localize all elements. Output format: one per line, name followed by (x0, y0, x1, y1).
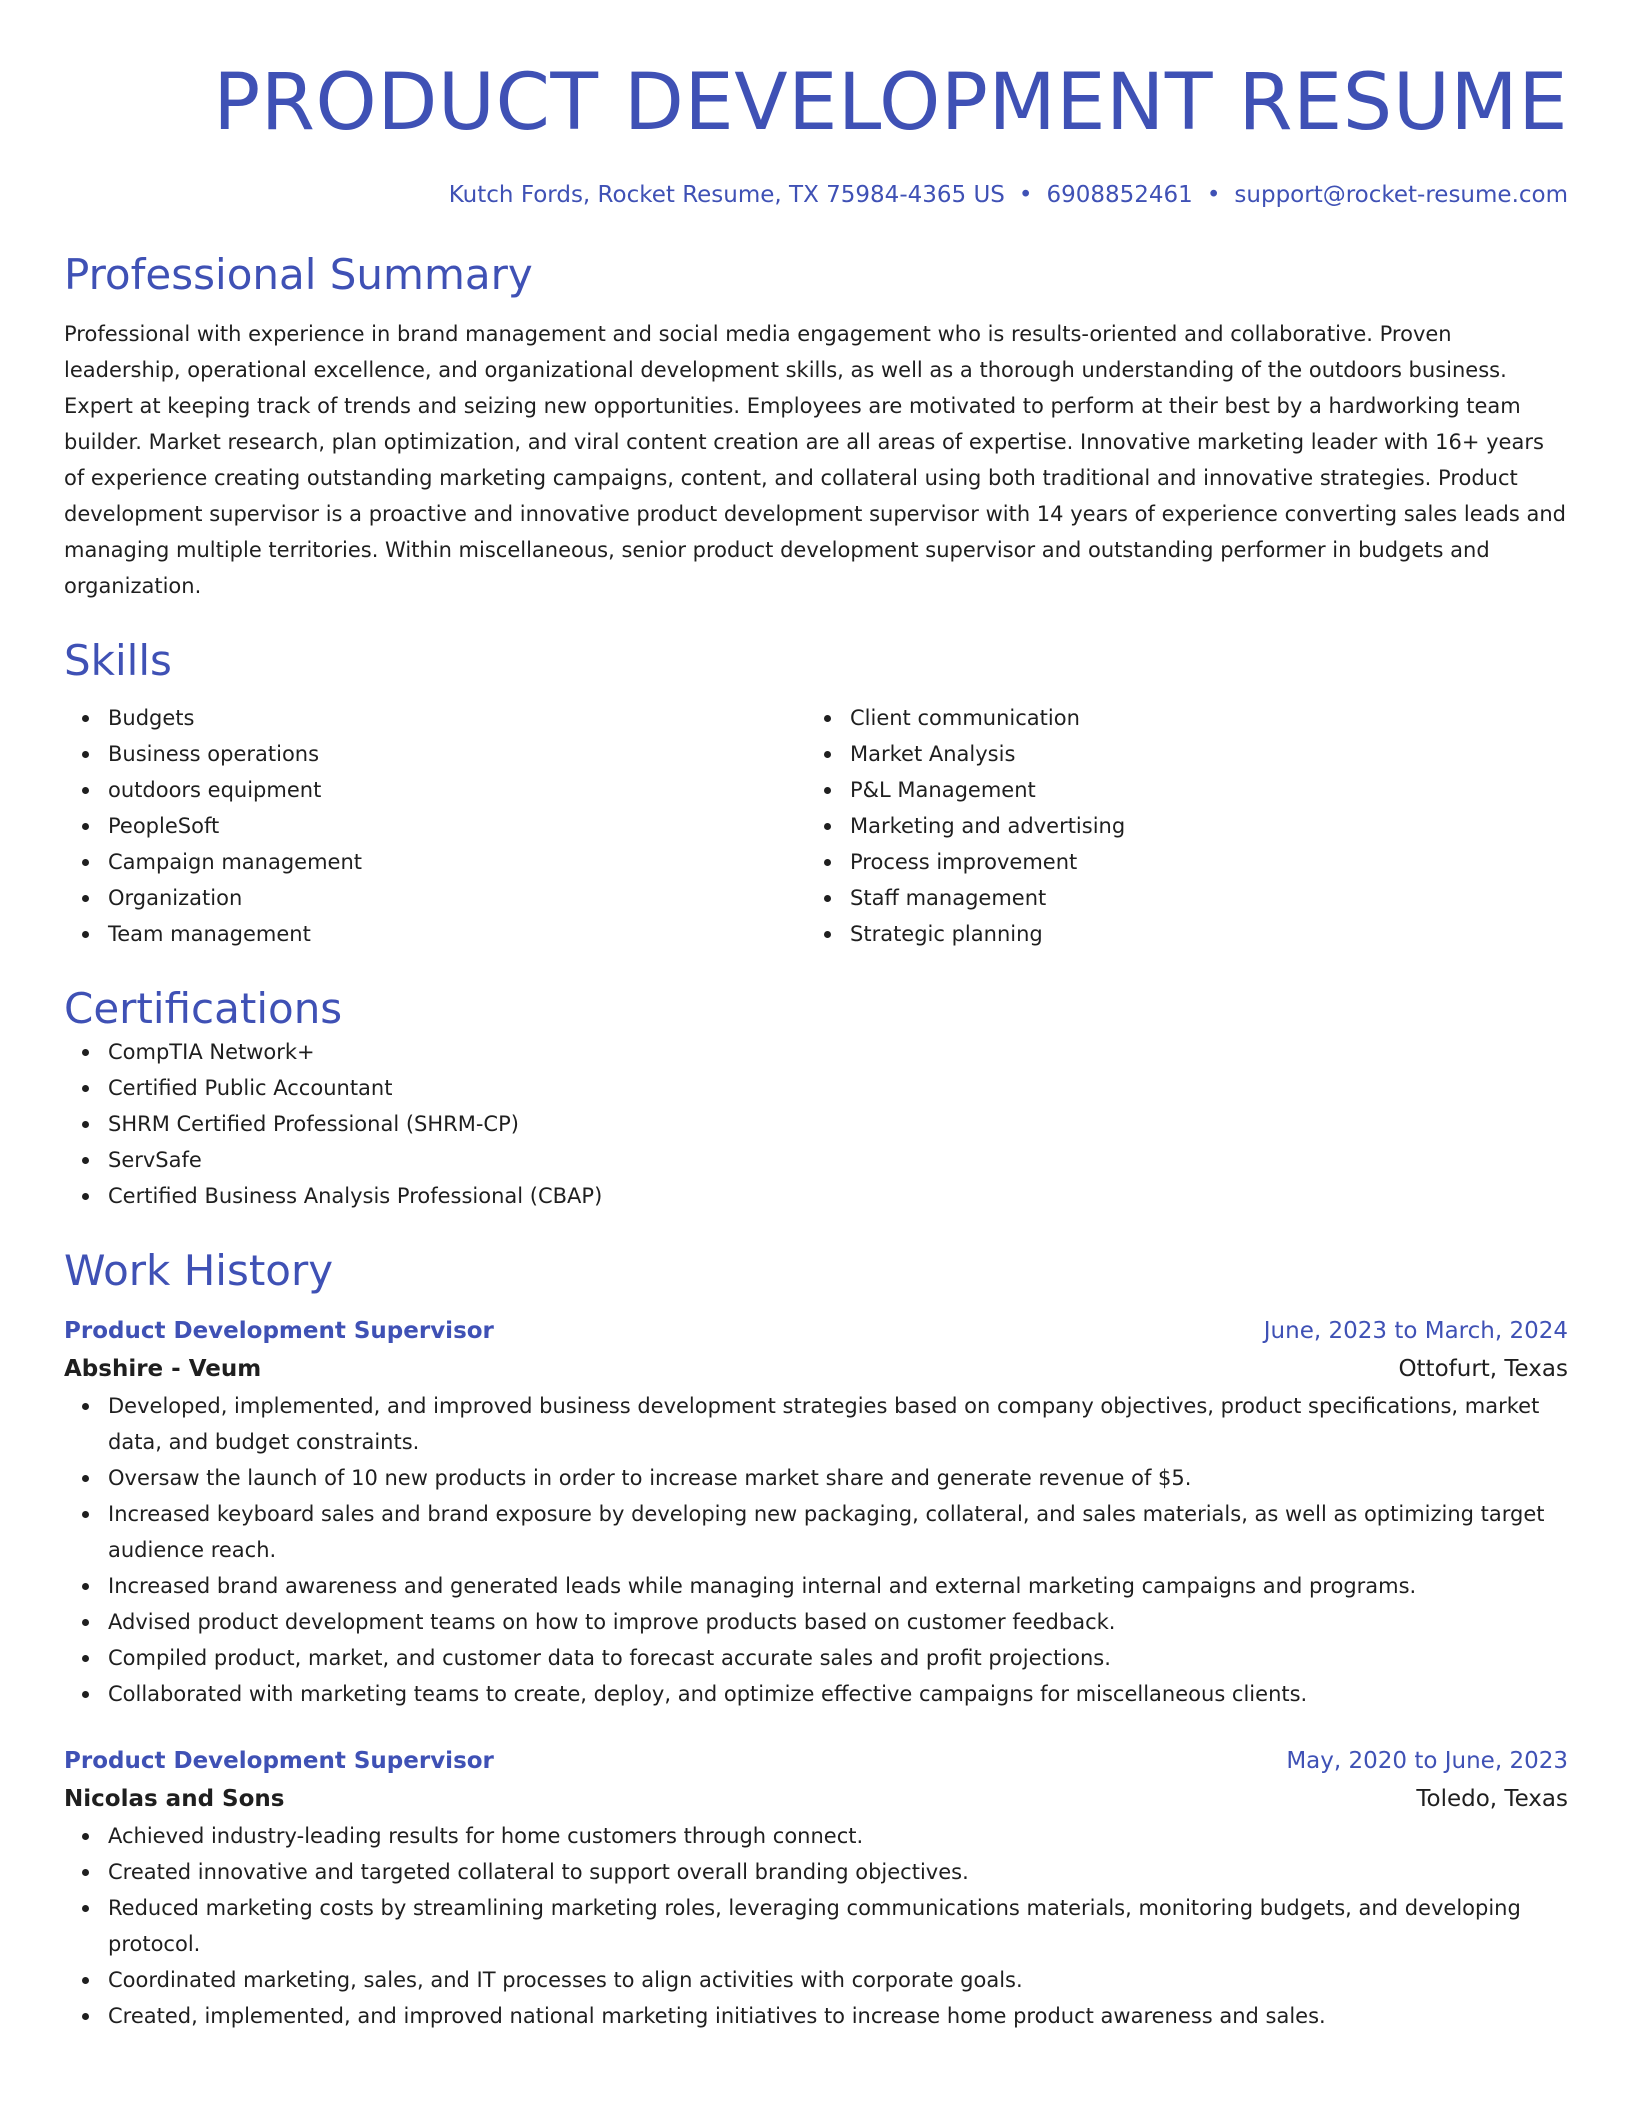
job-entry (64, 1312, 1568, 1712)
job-bullet: Developed, implemented, and improved business development strategies based on company objectives, product specifications, market data, and budget constraints. (108, 1388, 1568, 1460)
contact-phone: 6908852461 (1046, 182, 1193, 208)
job-bullet: Advised product development teams on how to improve products based on customer feedback. (108, 1604, 1568, 1640)
resume-header (64, 0, 1568, 210)
skill-item: Business operations (108, 736, 806, 772)
skill-item: Market Analysis (850, 736, 1548, 772)
contact-separator: • (1018, 182, 1033, 208)
skill-item: Campaign management (108, 844, 806, 880)
skill-item: Budgets (108, 700, 806, 736)
job-company-row (64, 1350, 1568, 1388)
job-bullet: Created, implemented, and improved national marketing initiatives to increase home product awareness and sales. (108, 1998, 1568, 2034)
skills-grid (64, 700, 1568, 952)
skills-heading: Skills (64, 636, 172, 685)
job-bullets (64, 1818, 1568, 2034)
skills-column-left (64, 700, 806, 952)
job-company: Abshire - Veum (64, 1356, 262, 1382)
job-dates: May, 2020 to June, 2023 (1286, 1748, 1568, 1774)
contact-line (64, 180, 1568, 210)
contact-separator: • (1206, 182, 1221, 208)
job-location: Toledo, Texas (1416, 1786, 1568, 1812)
job-bullet: Collaborated with marketing teams to create, deploy, and optimize effective campaigns for miscellaneous clients. (108, 1676, 1568, 1712)
job-header-row (64, 1742, 1568, 1780)
job-bullet: Created innovative and targeted collateral to support overall branding objectives. (108, 1854, 1568, 1890)
job-dates: June, 2023 to March, 2024 (1263, 1318, 1568, 1344)
certification-item: SHRM Certified Professional (SHRM-CP) (108, 1106, 1568, 1142)
skill-item: Organization (108, 880, 806, 916)
skill-item: Strategic planning (850, 916, 1548, 952)
skill-item: Marketing and advertising (850, 808, 1548, 844)
certification-item: ServSafe (108, 1142, 1568, 1178)
skills-column-right (806, 700, 1548, 952)
job-header-row (64, 1312, 1568, 1350)
certifications-heading: Certifications (64, 984, 343, 1033)
job-company: Nicolas and Sons (64, 1786, 285, 1812)
skill-item: Team management (108, 916, 806, 952)
contact-email[interactable]: support@rocket-resume.com (1234, 182, 1568, 208)
resume-title: PRODUCT DEVELOPMENT RESUME (213, 58, 1568, 148)
job-entry (64, 1742, 1568, 2034)
contact-address: Kutch Fords, Rocket Resume, TX 75984-4365 US (448, 182, 1005, 208)
skill-item: Staff management (850, 880, 1548, 916)
resume-page (64, 0, 1568, 2034)
skill-item: P&L Management (850, 772, 1548, 808)
summary-text: Professional with experience in brand management and social media engagement who is results-oriented and collaborative. Proven leadership, operational excellence, and organizational development skills, as well as a thorough understanding of the outdoors business. Expert at keeping track of trends and seizing new opportunities. Employees are motivated to perform at their best by a hardworking team builder. Market research, plan optimization, and viral content creation are all areas of expertise. Innovative marketing leader with 16+ years of experience creating outstanding marketing campaigns, content, and collateral using both traditional and innovative strategies. Product development supervisor is a proactive and innovative product development supervisor with 14 years of experience converting sales leads and managing multiple territories. Within miscellaneous, senior product development supervisor and outstanding performer in budgets and organization. (64, 322, 1566, 598)
job-title: Product Development Supervisor (64, 1318, 494, 1344)
skills-list-right (806, 700, 1548, 952)
job-company-row (64, 1780, 1568, 1818)
summary-heading: Professional Summary (64, 250, 533, 299)
skill-item: Client communication (850, 700, 1548, 736)
skill-item: outdoors equipment (108, 772, 806, 808)
job-title: Product Development Supervisor (64, 1748, 494, 1774)
job-location: Ottofurt, Texas (1398, 1356, 1568, 1382)
job-bullet: Increased keyboard sales and brand exposure by developing new packaging, collateral, and sales materials, as well as optimizing target audience reach. (108, 1496, 1568, 1568)
job-bullet: Compiled product, market, and customer data to forecast accurate sales and profit projections. (108, 1640, 1568, 1676)
work-history-heading: Work History (64, 1246, 334, 1295)
job-bullets (64, 1388, 1568, 1712)
certification-item: CompTIA Network+ (108, 1034, 1568, 1070)
job-bullet: Oversaw the launch of 10 new products in order to increase market share and generate revenue of $5. (108, 1460, 1568, 1496)
certifications-list (64, 1034, 1568, 1214)
skills-list-left (64, 700, 806, 952)
job-bullet: Achieved industry-leading results for home customers through connect. (108, 1818, 1568, 1854)
skill-item: Process improvement (850, 844, 1548, 880)
job-bullet: Increased brand awareness and generated leads while managing internal and external marketing campaigns and programs. (108, 1568, 1568, 1604)
certification-item: Certified Business Analysis Professional (CBAP) (108, 1178, 1568, 1214)
job-bullet: Reduced marketing costs by streamlining marketing roles, leveraging communications materials, monitoring budgets, and developing protocol. (108, 1890, 1568, 1962)
job-bullet: Coordinated marketing, sales, and IT processes to align activities with corporate goals. (108, 1962, 1568, 1998)
certification-item: Certified Public Accountant (108, 1070, 1568, 1106)
skill-item: PeopleSoft (108, 808, 806, 844)
